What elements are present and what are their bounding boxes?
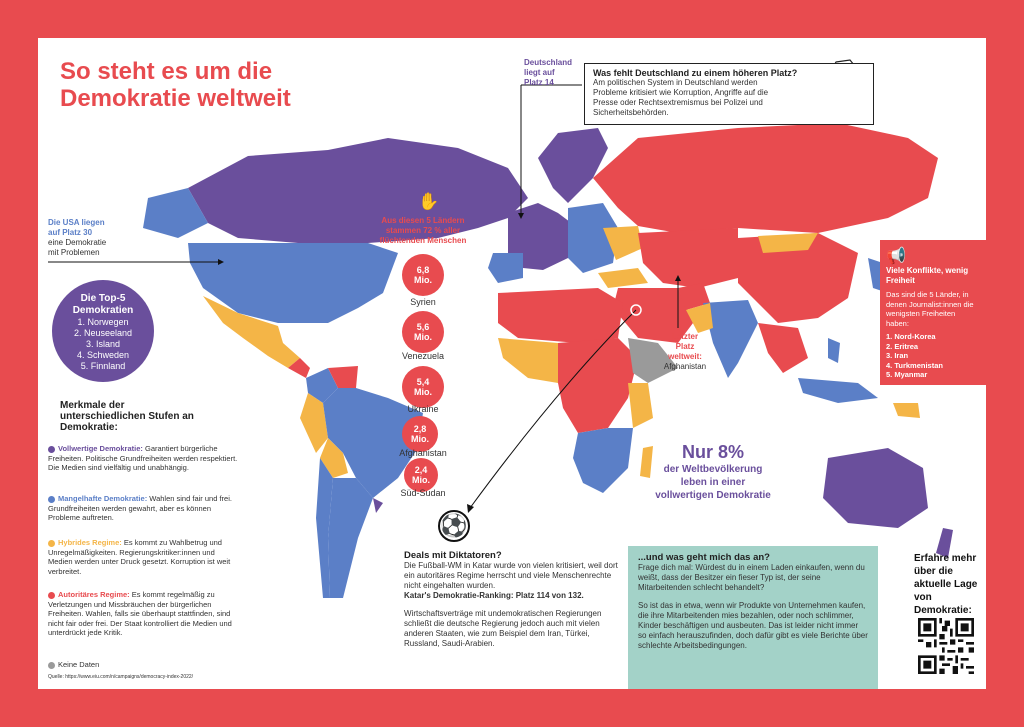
refugee-country: Süd-Sudan [400, 488, 446, 498]
map-se-asia [758, 323, 808, 373]
refugee-bubble: 6,8 Mio. [402, 254, 444, 296]
teal-text2: So ist das in etwa, wenn wir Produkte von Unternehmen kaufen, die ihre Mitarbeitenden mies bezahlen, oder noch schlimmer, Kinder beschäftigen und ausbeuten. Das ist leider nicht immer so einfach herauszufinden, doch dafür gibt es viele Berichte über schlechte Arbeitsbedingungen. [638, 601, 868, 650]
conflict-text: Das sind die 5 Länder, in denen Journalist:innen die wenigsten Freiheiten haben: [886, 290, 974, 328]
eight-percent: Nur 8% der Weltbevölkerung leben in einer vollwertigen Demokratie [655, 442, 771, 501]
refugee-icon: ✋ [418, 192, 440, 211]
conflict-title: Viele Konflikte, wenig Freiheit [886, 266, 969, 285]
conflict-item: 4. Turkmenistan [886, 360, 943, 370]
usa-line4: mit Problemen [48, 248, 100, 257]
top5-item: 1. Norwegen [77, 317, 129, 327]
legend-authoritarian: Autoritäres Regime: Es kommt regelmäßig zu Verletzungen und Missbräuchen der bürgerlichen Freiheiten. Wahlen, falls sie überhaupt stattfinden, sind nicht fair oder frei. Der Staat kontrolliert die Medien und unterdrückt jede Kritik. [48, 590, 232, 637]
conflict-item: 2. Eritrea [886, 341, 919, 351]
megaphone-icon: 📢 [886, 248, 906, 265]
teal-text1: Frage dich mal: Würdest du in einem Laden einkaufen, wenn du weißt, dass der Besitzer ein fieser Typ ist, der seine Mitarbeitenden schlecht behandelt? [638, 563, 865, 592]
map-north-africa [498, 288, 623, 343]
usa-line3: eine Demokratie [48, 238, 107, 247]
top5-heading: Die Top-5 Demokratien [72, 293, 134, 316]
qr-code-icon[interactable] [918, 618, 974, 674]
conflict-box [880, 240, 986, 385]
top5-item: 2. Neuseeland [73, 328, 133, 338]
page-title: So steht es um die Demokratie weltweit [60, 58, 291, 112]
top5-item: 3. Island [85, 339, 121, 349]
source: Quelle: https://www.eiu.com/n/campaigns/democracy-index-2022/ [48, 674, 194, 680]
map-iberia [488, 253, 523, 283]
usa-line2: auf Platz 30 [48, 228, 93, 237]
top5-item: 5. Finnland [80, 361, 126, 371]
refugee-country: Afghanistan [399, 448, 447, 458]
map-philippines [828, 338, 840, 363]
legend-flawed: Mangelhafte Demokratie: Wahlen sind fair und frei. Grundfreiheiten werden gewahrt, aber es können Probleme auftreten. [48, 494, 232, 522]
refugee-bubble: 2,4 Mio. [404, 458, 438, 492]
germany-rank: Deutschland liegt auf Platz 14 [524, 58, 573, 87]
top5-item: 4. Schweden [76, 350, 130, 360]
last-place: Letzter Platz weltweit: Afghanistan [663, 332, 707, 371]
map-east-africa [628, 383, 653, 428]
conflict-item: 3. Iran [886, 351, 909, 360]
map-argentina [328, 478, 373, 598]
map-central-asia [638, 228, 738, 288]
usa-line1: Die USA liegen [48, 218, 105, 227]
germany-box-text: Am politischen System in Deutschland werden Probleme kritisiert wie Korruption, Angriffe auf die Presse oder Rechtsextremismus bei Polizei und Sicherheitsbehörden. [593, 78, 769, 117]
top5-circle [52, 280, 154, 382]
qatar-rank: Katar's Demokratie-Ranking: Platz 114 von 132. [404, 591, 584, 600]
more-info: Erfahre mehr über die aktuelle Lage von Demokratie: [914, 553, 978, 616]
qatar-text2: Wirtschaftsverträge mit undemokratischen Regierungen schließt die deutsche Regierung jedoch auch mit vielen anderen Staaten, wie zum Beispiel dem Iran, Türkei, Russland, Saudi-Arabien. [404, 609, 602, 648]
conflict-item: 1. Nord-Korea [886, 332, 936, 341]
merkmale-heading: Merkmale der unterschiedlichen Stufen an Demokratie: [60, 400, 194, 433]
map-indonesia [798, 378, 878, 403]
map-russia [593, 123, 938, 233]
usa-annotation [48, 218, 158, 258]
refugee-heading: Aus diesen 5 Ländern stammen 72 % aller flüchtenden Menschen [379, 216, 467, 245]
refugee-bubble: 5,4 Mio. [402, 366, 444, 408]
map-australia [823, 448, 928, 528]
qatar-section [404, 550, 624, 649]
refugee-bubble: 2,8 Mio. [402, 416, 438, 452]
conflict-item: 5. Myanmar [886, 370, 928, 379]
map-turkey [598, 268, 648, 288]
football-icon: ⚽ [438, 510, 470, 542]
germany-box [584, 63, 874, 125]
map-uruguay [373, 498, 383, 513]
map-png [893, 403, 920, 418]
qatar-title: Deals mit Diktatoren? [404, 550, 502, 561]
refugee-country: Ukraine [407, 404, 439, 414]
legend-hybrid: Hybrides Regime: Es kommt zu Wahlbetrug und Unregelmäßigkeiten. Regierungskritiker:innen und Medien werden unter Druck gesetzt. Korruption ist weit verbreitet. [48, 538, 231, 576]
germany-box-title: Was fehlt Deutschland zu einem höheren Platz? [593, 68, 798, 78]
poster [38, 38, 986, 689]
legend-nodata: Keine Daten [48, 660, 238, 670]
refugee-bubble: 5,6 Mio. [402, 311, 444, 353]
qatar-text1: Die Fußball-WM in Katar wurde von vielen kritisiert, weil dort ein autoritäres Regime herrscht und viele Menschenrechte nicht eingehalten wurden. [404, 561, 618, 590]
teal-title: ...und was geht mich das an? [638, 552, 770, 563]
map-central-africa [558, 338, 638, 433]
legend-full: Vollwertige Demokratie: Garantiert bürgerliche Freiheiten. Politische Grundfreiheiten werden respektiert. Die Medien sind vielfältig und unabhängig. [48, 444, 238, 472]
teal-box [628, 546, 878, 689]
refugee-country: Syrien [410, 297, 436, 307]
refugee-country: Venezuela [401, 351, 445, 361]
